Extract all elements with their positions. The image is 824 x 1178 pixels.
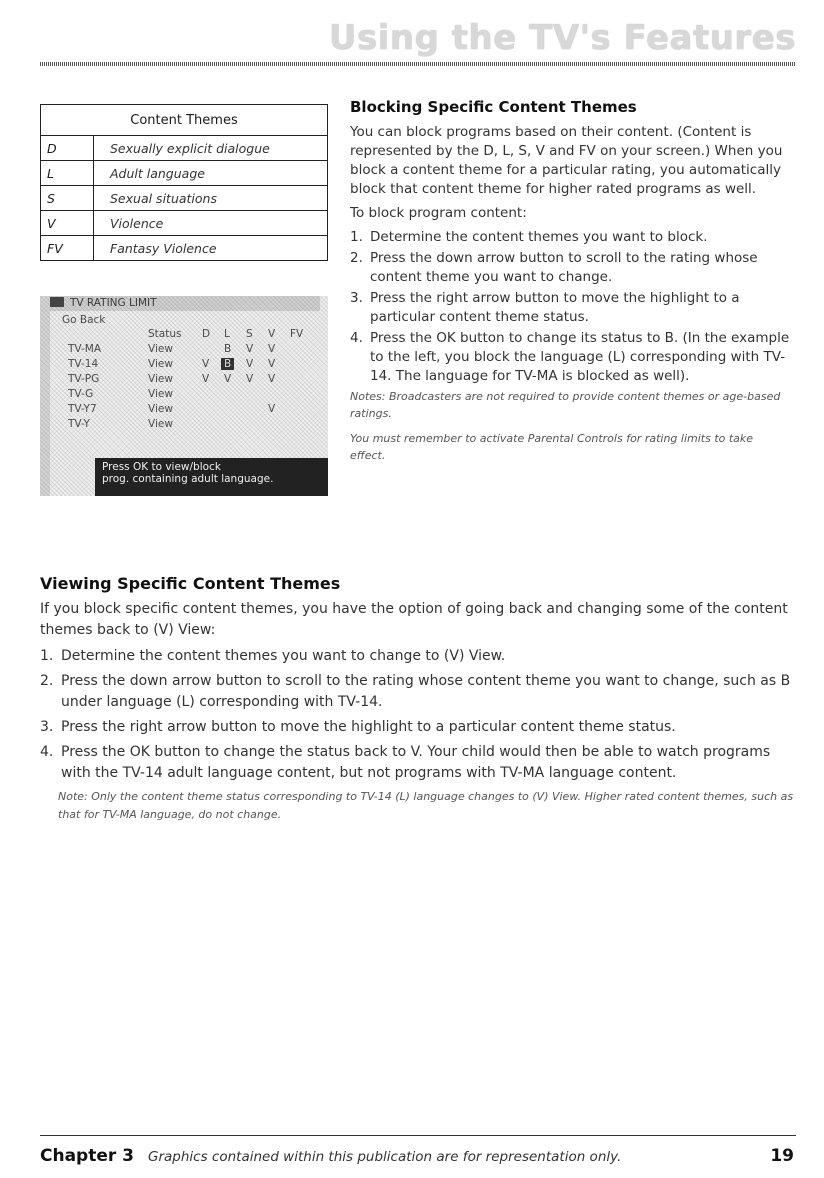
step-text: Press the OK button to change the status back to V. Your child would then be able to watch programs with the TV-14 adult language content, but not programs with TV-MA language content. [61, 744, 771, 781]
step-number: 4. [40, 744, 54, 760]
step-number: 1. [350, 229, 363, 245]
viewing-intro: If you block specific content themes, you have the option of going back and changing some of the content themes back to (V) View: [40, 601, 788, 638]
list-item [350, 329, 790, 386]
menu-title-bar [50, 296, 320, 311]
cell-d: V [202, 358, 210, 370]
cell-l: V [224, 373, 232, 385]
step-text: Press the right arrow button to move the highlight to a particular content theme status. [370, 290, 740, 325]
menu-col-s: S [246, 328, 253, 340]
content-themes-table [40, 104, 328, 261]
viewing-note: Note: Only the content theme status corresponding to TV-14 (L) language changes to (V) View. Higher rated content themes, such as that for TV-MA language, do not change. [58, 790, 794, 821]
cell-s: V [246, 358, 254, 370]
step-text: Determine the content themes you want to change to (V) View. [61, 648, 506, 664]
step-text: Determine the content themes you want to block. [370, 229, 708, 245]
step-number: 3. [350, 290, 363, 306]
theme-code: D [41, 136, 94, 161]
list-item [350, 228, 790, 247]
menu-rating-row [40, 358, 328, 372]
viewing-section [40, 574, 800, 832]
step-number: 4. [350, 330, 363, 346]
menu-help-footer [95, 458, 328, 496]
rating-name: TV-G [68, 388, 94, 400]
menu-column-headers [40, 328, 328, 342]
menu-go-back: Go Back [62, 314, 106, 326]
cell-v: V [268, 373, 276, 385]
cell-d: V [202, 373, 210, 385]
chapter-label: Chapter 3 [40, 1146, 135, 1166]
step-number: 1. [40, 648, 54, 664]
menu-tv-icon [50, 297, 64, 307]
table-row [41, 136, 328, 161]
rating-status: View [148, 403, 173, 415]
list-item [350, 289, 790, 327]
viewing-heading: Viewing Specific Content Themes [40, 574, 341, 593]
rating-name: TV-Y7 [68, 403, 97, 415]
blocking-note-2: You must remember to activate Parental Controls for rating limits to take effect. [350, 432, 754, 462]
menu-help-line-1: Press OK to view/block [102, 461, 221, 473]
menu-col-status: Status [148, 328, 182, 340]
step-text: Press the down arrow button to scroll to the rating whose content theme you want to change. [370, 250, 758, 285]
menu-col-fv: FV [290, 328, 304, 340]
menu-help-line-2: prog. containing adult language. [102, 473, 274, 485]
theme-description: Adult language [94, 161, 328, 186]
cell-l-highlighted: B [221, 358, 234, 370]
rating-status: View [148, 358, 173, 370]
theme-description: Sexual situations [94, 186, 328, 211]
list-item [350, 249, 790, 287]
menu-title: TV RATING LIMIT [70, 297, 157, 309]
step-number: 3. [40, 719, 54, 735]
table-row [41, 161, 328, 186]
rating-status: View [148, 343, 173, 355]
page-number: 19 [770, 1146, 794, 1166]
blocking-section [350, 98, 790, 472]
rating-name: TV-14 [68, 358, 99, 370]
menu-col-l: L [224, 328, 230, 340]
theme-code: S [41, 186, 94, 211]
cell-fv: V [268, 403, 276, 415]
list-item [40, 646, 800, 667]
page-header-title: Using the TV's Features [328, 18, 796, 58]
cell-s: V [246, 373, 254, 385]
table-heading: Content Themes [41, 105, 328, 136]
list-item [40, 717, 800, 738]
header-rule [40, 62, 796, 66]
theme-code: V [41, 211, 94, 236]
menu-rating-row [40, 418, 328, 432]
cell-v: V [268, 343, 276, 355]
blocking-steps [350, 228, 790, 386]
rating-name: TV-PG [68, 373, 100, 385]
rating-name: TV-MA [68, 343, 102, 355]
footer-rule [40, 1135, 796, 1136]
step-number: 2. [350, 250, 363, 266]
rating-status: View [148, 418, 173, 430]
blocking-lead: To block program content: [350, 205, 527, 221]
list-item [40, 671, 800, 713]
rating-status: View [148, 388, 173, 400]
blocking-intro: You can block programs based on their content. (Content is represented by the D, L, S, V and FV on your screen.) When you block a content theme for a particular rating, you automatically block that content theme for higher rated programs as well. [350, 124, 783, 197]
table-header-row [41, 105, 328, 136]
rating-limit-menu-image [40, 296, 328, 496]
theme-description: Violence [94, 211, 328, 236]
list-item [40, 742, 800, 784]
menu-rating-row [40, 373, 328, 387]
footer-disclaimer: Graphics contained within this publication are for representation only. [148, 1149, 622, 1165]
menu-col-d: D [202, 328, 211, 340]
rating-status: View [148, 373, 173, 385]
cell-l: B [224, 343, 232, 355]
cell-s: V [246, 343, 254, 355]
theme-code: L [41, 161, 94, 186]
blocking-note-1: Notes: Broadcasters are not required to provide content themes or age-based ratings. [350, 390, 781, 420]
step-text: Press the right arrow button to move the highlight to a particular content theme status. [61, 719, 676, 735]
cell-v: V [268, 358, 276, 370]
step-text: Press the OK button to change its status to B. (In the example to the left, you block the language (L) corresponding with TV-14. The language for TV-MA is blocked as well). [370, 330, 790, 384]
menu-rating-row [40, 343, 328, 357]
theme-description: Fantasy Violence [94, 236, 328, 261]
table-row [41, 186, 328, 211]
table-row [41, 236, 328, 261]
menu-rating-row [40, 388, 328, 402]
menu-col-v: V [268, 328, 276, 340]
theme-description: Sexually explicit dialogue [94, 136, 328, 161]
step-number: 2. [40, 673, 54, 689]
viewing-steps [40, 646, 800, 784]
blocking-heading: Blocking Specific Content Themes [350, 98, 637, 116]
table-row [41, 211, 328, 236]
step-text: Press the down arrow button to scroll to the rating whose content theme you want to change, such as B under language (L) corresponding with TV-14. [61, 673, 791, 710]
rating-name: TV-Y [68, 418, 90, 430]
menu-rating-row [40, 403, 328, 417]
theme-code: FV [41, 236, 94, 261]
